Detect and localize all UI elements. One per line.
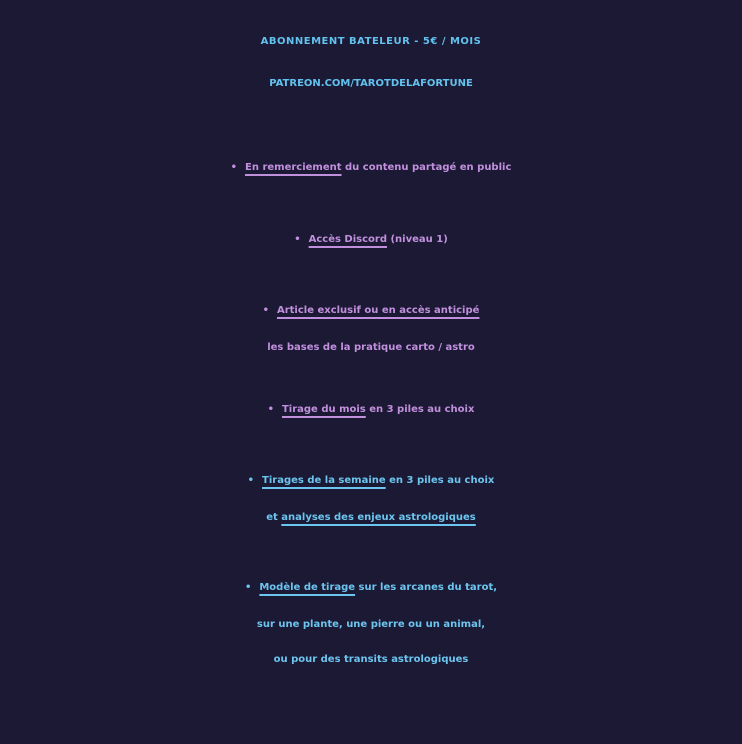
benefit-link[interactable]: analyses des enjeux astrologiques: [281, 512, 476, 523]
benefit-text-line: ou pour des transits astrologiques: [273, 654, 469, 665]
benefit-text: en 3 piles au choix: [385, 475, 495, 486]
benefit-link[interactable]: En remerciement: [245, 162, 342, 173]
benefit-item: [0, 153, 742, 183]
bullet: •: [230, 162, 238, 173]
benefit-link[interactable]: Modèle de tirage: [259, 582, 356, 593]
bullet: •: [262, 305, 269, 316]
benefit-text-line: les bases de la pratique carto / astro: [267, 342, 475, 353]
patreon-url: PATREON.COM/TAROTDELAFORTUNE: [269, 78, 473, 89]
benefit-item: [0, 573, 742, 603]
benefit-text: (niveau 1): [387, 234, 448, 245]
bullet: •: [247, 475, 255, 486]
bullet: •: [267, 404, 274, 415]
benefit-text-line: sur une plante, une pierre ou un animal,: [256, 619, 486, 630]
bullet: •: [294, 234, 301, 245]
benefit-text: du contenu partagé en public: [341, 162, 512, 173]
benefit-link[interactable]: Accès Discord: [308, 234, 387, 245]
benefit-link[interactable]: Tirages de la semaine: [262, 475, 386, 486]
benefit-link[interactable]: Article exclusif ou en accès anticipé: [276, 305, 480, 316]
benefit-item-line2: [0, 503, 742, 533]
benefit-item: [0, 466, 742, 496]
benefit-item: [0, 395, 742, 425]
benefit-text: sur les arcanes du tarot,: [355, 582, 498, 593]
benefit-text: et: [266, 512, 282, 523]
benefit-link[interactable]: Tirage du mois: [281, 404, 366, 415]
benefit-item: [0, 296, 742, 326]
benefit-text: en 3 piles au choix: [365, 404, 475, 415]
benefit-item: [0, 225, 742, 255]
tier-title: ABONNEMENT BATELEUR - 5€ / MOIS: [260, 36, 482, 47]
bullet: •: [244, 582, 252, 593]
